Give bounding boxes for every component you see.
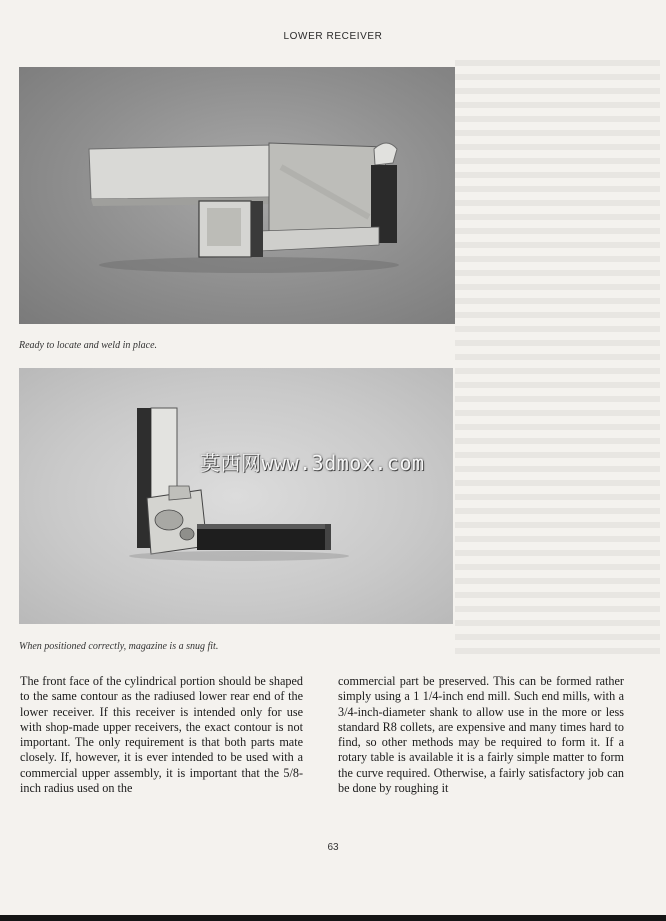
site-watermark: 莫西网www.3dmox.com — [200, 451, 425, 475]
photo-receiver-weld — [19, 67, 455, 324]
photo-magazine-fit — [19, 368, 453, 624]
page-number: 63 — [327, 842, 339, 853]
magazine-fit-illustration — [19, 368, 453, 624]
paragraph-right: commercial part be preserved. This can be formed rather simply using a 1 1/4-inch end mill. Such end mills, with a 3/4-inch-diameter shank to allow use in the more or less standard R8 collets, are expensive and many times hard to find, so other methods may be required to form it. If a rotary table is available it is a fairly simple matter to form the curve required. Otherwise, a fairly satisfactory job can be done by roughing it — [338, 674, 624, 796]
running-header: LOWER RECEIVER — [283, 31, 383, 42]
paragraph-left: The front face of the cylindrical portion should be shaped to the same contour as the radiused lower rear end of the lower receiver. If this receiver is intended only for use with shop-made upper receivers, the exact contour is not important. The only requirement is that both parts mate closely. If, however, it is ever intended to be used with a commercial upper assembly, it is important that the 5/8-inch radius used on the — [20, 674, 303, 796]
figure-caption-2: When positioned correctly, magazine is a snug fit. — [19, 641, 219, 652]
scan-edge — [0, 915, 666, 921]
body-column-left — [20, 674, 303, 796]
body-column-right — [338, 674, 624, 796]
bleed-through-text — [455, 60, 660, 660]
figure-caption-1: Ready to locate and weld in place. — [19, 340, 158, 351]
receiver-part-illustration — [19, 67, 455, 324]
